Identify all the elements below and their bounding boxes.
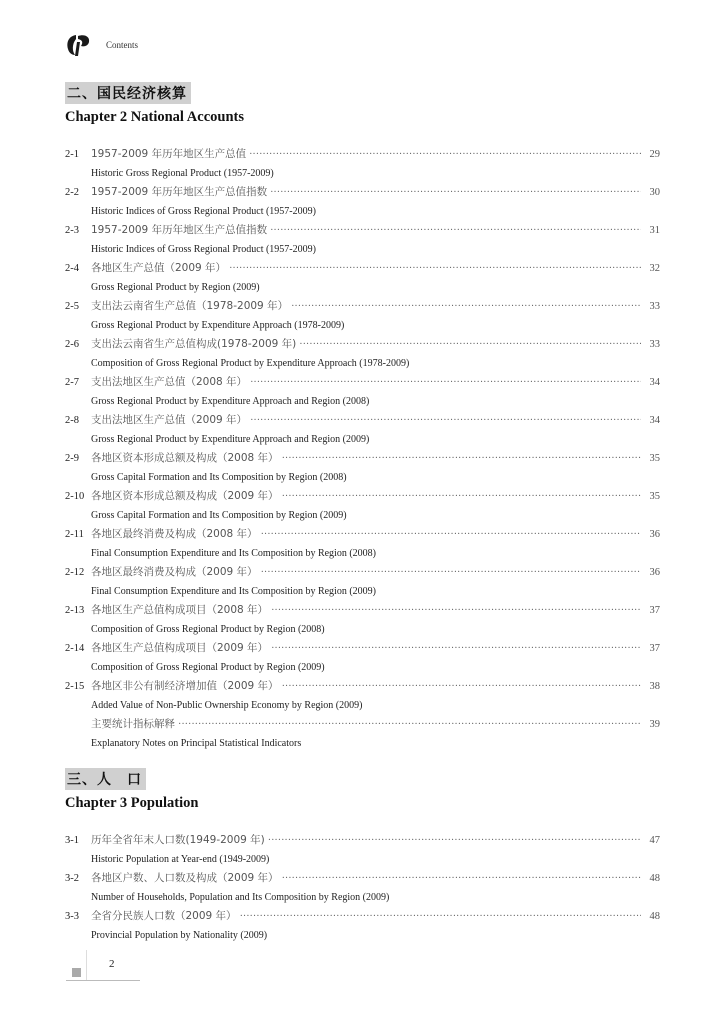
entry-en-title: Number of Households, Population and Its Composition by Region (2009)	[91, 892, 390, 903]
entry-page-number: 35	[649, 491, 660, 502]
entry-en-title: Gross Regional Product by Expenditure Approach and Region (2009)	[91, 434, 370, 445]
entry-en-title: Added Value of Non-Public Ownership Economy by Region (2009)	[91, 700, 363, 711]
entry-number: 2-14	[65, 643, 85, 654]
dot-leader	[250, 377, 641, 388]
toc-entry-row	[65, 678, 660, 697]
toc-entry[interactable]	[65, 716, 660, 754]
entry-page-number: 37	[649, 643, 660, 654]
toc-entry-row	[65, 222, 660, 241]
chapter-2-section	[65, 82, 660, 754]
entry-en-title: Gross Regional Product by Expenditure Approach and Region (2008)	[91, 396, 370, 407]
dot-leader	[178, 719, 641, 730]
entry-en-title: Gross Regional Product by Region (2009)	[91, 282, 260, 293]
entry-number: 2-2	[65, 187, 79, 198]
entry-page-number: 34	[649, 415, 660, 426]
entry-page-number: 36	[649, 529, 660, 540]
toc-entry-row	[65, 832, 660, 851]
entry-number: 2-4	[65, 263, 79, 274]
entry-number: 3-3	[65, 911, 79, 922]
entry-page-number: 34	[649, 377, 660, 388]
entry-en-title: Historic Indices of Gross Regional Product (1957-2009)	[91, 206, 316, 217]
entry-cn-title: 各地区生产总值构成项目（2008 年）	[91, 604, 269, 616]
toc-entry[interactable]	[65, 678, 660, 716]
footer-divider	[86, 950, 87, 980]
entry-number: 2-1	[65, 149, 79, 160]
entry-page-number: 33	[649, 301, 660, 312]
entry-number: 2-8	[65, 415, 79, 426]
toc-entry[interactable]	[65, 450, 660, 488]
entry-cn-title: 1957-2009 年历年地区生产总值	[91, 148, 247, 160]
entry-en-title: Historic Gross Regional Product (1957-2009)	[91, 168, 274, 179]
entry-page-number: 31	[649, 225, 660, 236]
toc-entry-list	[65, 146, 660, 754]
entry-number: 2-7	[65, 377, 79, 388]
toc-entry[interactable]	[65, 602, 660, 640]
chapter-cn-title: 三、人 口	[65, 768, 146, 790]
dot-leader	[282, 873, 641, 884]
entry-number: 2-10	[65, 491, 85, 502]
entry-en-title: Provincial Population by Nationality (2009)	[91, 930, 268, 941]
entry-cn-title: 各地区资本形成总额及构成（2009 年）	[91, 490, 279, 502]
toc-entry-row	[65, 298, 660, 317]
toc-entry-row	[65, 602, 660, 621]
toc-entry[interactable]	[65, 832, 660, 870]
toc-entry-row	[65, 146, 660, 165]
entry-cn-title: 1957-2009 年历年地区生产总值指数	[91, 224, 268, 236]
dot-leader	[250, 415, 641, 426]
page-footer	[66, 950, 140, 981]
entry-page-number: 29	[649, 149, 660, 160]
entry-en-title: Composition of Gross Regional Product by Region (2009)	[91, 662, 325, 673]
entry-cn-title: 1957-2009 年历年地区生产总值指数	[91, 186, 268, 198]
toc-entry-row	[65, 336, 660, 355]
dot-leader	[291, 301, 641, 312]
entry-number: 2-6	[65, 339, 79, 350]
dot-leader	[240, 911, 641, 922]
entry-cn-title: 支出法地区生产总值（2009 年）	[91, 414, 248, 426]
dot-leader	[229, 263, 641, 274]
toc-entry[interactable]	[65, 146, 660, 184]
toc-entry[interactable]	[65, 870, 660, 908]
toc-entry-row	[65, 870, 660, 889]
entry-page-number: 48	[649, 873, 660, 884]
toc-entry-row	[65, 640, 660, 659]
entry-cn-title: 主要统计指标解释	[91, 718, 175, 730]
toc-entry-row	[65, 488, 660, 507]
toc-entry-row	[65, 908, 660, 927]
toc-entry[interactable]	[65, 222, 660, 260]
entry-page-number: 33	[649, 339, 660, 350]
entry-en-title: Gross Capital Formation and Its Composition by Region (2008)	[91, 472, 347, 483]
dot-leader	[261, 567, 641, 578]
toc-entry[interactable]	[65, 488, 660, 526]
dot-leader	[270, 187, 641, 198]
entry-en-title: Gross Capital Formation and Its Composition by Region (2009)	[91, 510, 347, 521]
chapter-3-section	[65, 768, 660, 946]
publisher-logo-icon	[64, 32, 92, 58]
footer-square-icon	[72, 968, 81, 977]
entry-cn-title: 支出法云南省生产总值构成(1978-2009 年)	[91, 338, 297, 350]
entry-page-number: 47	[649, 835, 660, 846]
entry-en-title: Final Consumption Expenditure and Its Composition by Region (2009)	[91, 586, 376, 597]
entry-en-title: Explanatory Notes on Principal Statistical Indicators	[91, 738, 302, 749]
toc-entry[interactable]	[65, 640, 660, 678]
entry-en-title: Composition of Gross Regional Product by Expenditure Approach (1978-2009)	[91, 358, 410, 369]
entry-number: 2-12	[65, 567, 85, 578]
entry-en-title: Final Consumption Expenditure and Its Composition by Region (2008)	[91, 548, 376, 559]
toc-entry[interactable]	[65, 336, 660, 374]
toc-entry[interactable]	[65, 564, 660, 602]
entry-cn-title: 各地区户数、人口数及构成（2009 年）	[91, 872, 279, 884]
entry-cn-title: 各地区最终消费及构成（2008 年）	[91, 528, 258, 540]
dot-leader	[270, 225, 641, 236]
entry-number: 2-9	[65, 453, 79, 464]
toc-entry[interactable]	[65, 184, 660, 222]
entry-page-number: 37	[649, 605, 660, 616]
dot-leader	[249, 149, 641, 160]
toc-entry[interactable]	[65, 412, 660, 450]
toc-entry-row	[65, 184, 660, 203]
entry-en-title: Historic Population at Year-end (1949-2009)	[91, 854, 270, 865]
dot-leader	[299, 339, 641, 350]
entry-page-number: 35	[649, 453, 660, 464]
entry-en-title: Composition of Gross Regional Product by Region (2008)	[91, 624, 325, 635]
dot-leader	[271, 643, 641, 654]
toc-entry[interactable]	[65, 374, 660, 412]
toc-entry[interactable]	[65, 908, 660, 946]
toc-entry-list	[65, 832, 660, 946]
page-number: 2	[109, 958, 115, 970]
toc-entry[interactable]	[65, 298, 660, 336]
dot-leader	[282, 453, 641, 464]
entry-cn-title: 各地区非公有制经济增加值（2009 年）	[91, 680, 279, 692]
toc-entry[interactable]	[65, 526, 660, 564]
dot-leader	[268, 835, 641, 846]
entry-cn-title: 各地区资本形成总额及构成（2008 年）	[91, 452, 279, 464]
entry-number: 2-5	[65, 301, 79, 312]
entry-number: 2-15	[65, 681, 85, 692]
chapter-cn-title: 二、国民经济核算	[65, 82, 191, 104]
entry-cn-title: 历年全省年末人口数(1949-2009 年)	[91, 834, 265, 846]
entry-cn-title: 支出法地区生产总值（2008 年）	[91, 376, 248, 388]
entry-page-number: 38	[649, 681, 660, 692]
dot-leader	[282, 681, 641, 692]
entry-number: 3-1	[65, 835, 79, 846]
dot-leader	[271, 605, 641, 616]
entry-page-number: 39	[649, 719, 660, 730]
entry-page-number: 36	[649, 567, 660, 578]
chapter-en-title: Chapter 3 Population	[65, 795, 199, 811]
entry-en-title: Historic Indices of Gross Regional Product (1957-2009)	[91, 244, 316, 255]
page-header	[64, 30, 138, 60]
entry-page-number: 32	[649, 263, 660, 274]
entry-cn-title: 各地区生产总值构成项目（2009 年）	[91, 642, 269, 654]
toc-entry-row	[65, 450, 660, 469]
toc-entry-row	[65, 716, 660, 735]
entry-page-number: 48	[649, 911, 660, 922]
entry-cn-title: 各地区生产总值（2009 年）	[91, 262, 227, 274]
entry-number: 2-13	[65, 605, 85, 616]
entry-page-number: 30	[649, 187, 660, 198]
dot-leader	[282, 491, 641, 502]
toc-entry-row	[65, 526, 660, 545]
entry-number: 2-3	[65, 225, 79, 236]
chapter-en-title: Chapter 2 National Accounts	[65, 109, 244, 125]
toc-entry-row	[65, 412, 660, 431]
entry-en-title: Gross Regional Product by Expenditure Approach (1978-2009)	[91, 320, 345, 331]
toc-entry-row	[65, 564, 660, 583]
entry-number: 3-2	[65, 873, 79, 884]
toc-entry-row	[65, 374, 660, 393]
toc-entry[interactable]	[65, 260, 660, 298]
dot-leader	[261, 529, 641, 540]
entry-cn-title: 各地区最终消费及构成（2009 年）	[91, 566, 258, 578]
toc-content	[65, 82, 660, 946]
header-title: Contents	[106, 40, 139, 50]
entry-cn-title: 全省分民族人口数（2009 年）	[91, 910, 237, 922]
toc-entry-row	[65, 260, 660, 279]
entry-number: 2-11	[65, 529, 84, 540]
entry-cn-title: 支出法云南省生产总值（1978-2009 年）	[91, 300, 289, 312]
